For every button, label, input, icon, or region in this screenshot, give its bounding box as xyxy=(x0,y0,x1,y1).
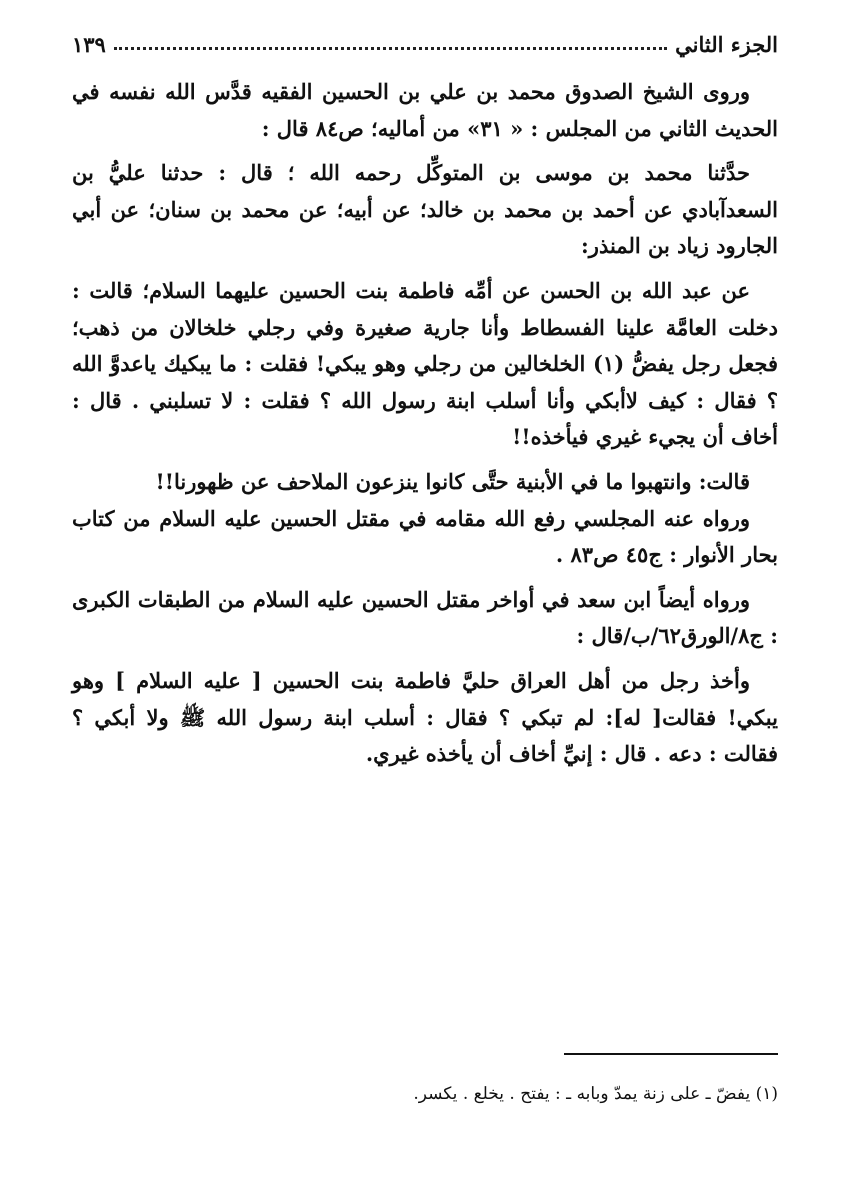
footnote: (١) يفضّ ـ على زنة يمدّ وبابه ـ : يفتح . يخلع . يكسر. xyxy=(413,1084,778,1104)
paragraph-2: حدَّثنا محمد بن موسى بن المتوكِّل رحمه الله ؛ قال : حدثنا عليُّ بن السعدآبادي عن أحمد بن محمد بن خالد؛ عن أبيه؛ عن محمد بن سنان؛ عن أبي الجارود زياد بن المنذر: xyxy=(72,160,778,259)
page-number: ١٣٩ xyxy=(72,31,106,57)
part-title: الجزء الثاني xyxy=(675,31,778,57)
paragraph-6: ورواه أيضاً ابن سعد في أواخر مقتل الحسين عليه السلام من الطبقات الكبرى : ج٨/الورق٦٢/ب/قال : xyxy=(72,586,778,649)
footnote-separator xyxy=(564,1053,778,1055)
paragraph-3: عن عبد الله بن الحسن عن أمِّه فاطمة بنت الحسين عليهما السلام؛ قالت : دخلت العامَّة علينا الفسطاط وأنا جارية صغيرة وفي رجلي خلخالان من ذهب؛ فجعل رجل يفضُّ (١) الخلخالين من رجلي وهو يبكي! فقلت : ما يبكيك ياعدوَّ الله ؟ فقال : كيف لاأبكي وأنا أسلب ابنة رسول الله ؟ فقلت : لا تسلبني . قال : أخاف أن يجيء غيري فيأخذه!! xyxy=(72,277,778,450)
paragraph-4: قالت: وانتهبوا ما في الأبنية حتَّى كانوا ينزعون الملاحف عن ظهورنا!! xyxy=(155,468,750,494)
leader-dots xyxy=(114,47,667,50)
paragraph-5: ورواه عنه المجلسي رفع الله مقامه في مقتل الحسين عليه السلام من كتاب بحار الأنوار : ج٤٥ ص٨٣ . xyxy=(72,505,778,568)
page-body xyxy=(72,74,778,781)
page-header xyxy=(72,26,778,62)
paragraph-1: وروى الشيخ الصدوق محمد بن علي بن الحسين الفقيه قدَّس الله نفسه في الحديث الثاني من المجلس : « ٣١» من أماليه؛ ص٨٤ قال : xyxy=(72,79,778,141)
paragraph-7: وأخذ رجل من أهل العراق حليَّ فاطمة بنت الحسين [ عليه السلام ] وهو يبكي! فقالت[ له]: لم تبكي ؟ فقال : أسلب ابنة رسول الله ﷺ ولا أبكي ؟ فقالت : دعه . قال : إنيِّ أخاف أن يأخذه غيري. xyxy=(72,667,778,767)
